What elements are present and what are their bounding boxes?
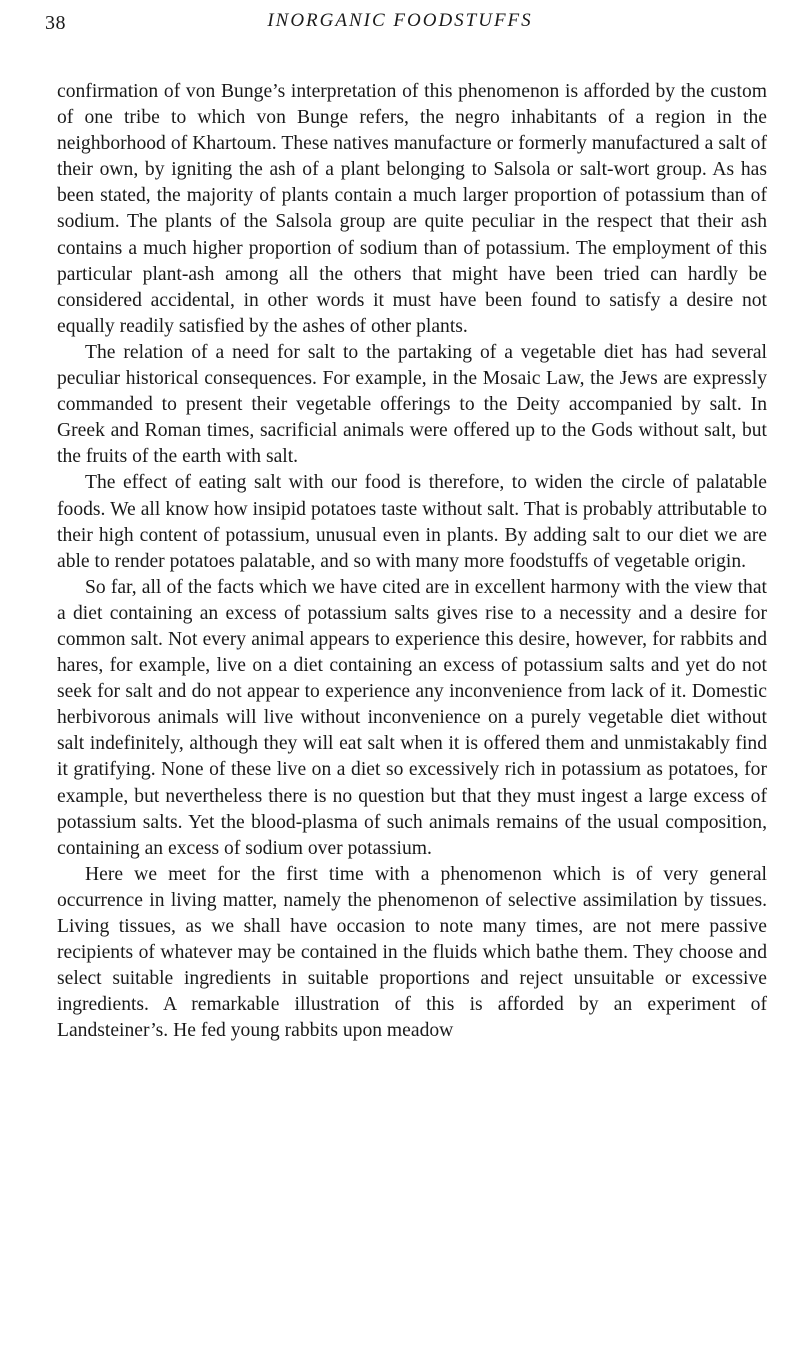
body-text [57,79,767,1044]
paragraph: confirmation of von Bunge’s interpretation of this phenomenon is afforded by the custom of one tribe to which von Bunge refers, the negro inhabitants of a region in the neighborhood of Khartoum. These natives manufacture or formerly manufactured a salt of their own, by igniting the ash of a plant belonging to Salsola or salt-wort group. As has been stated, the majority of plants contain a much larger proportion of potassium than of sodium. The plants of the Salsola group are quite peculiar in the respect that their ash contains a much higher proportion of sodium than of potassium. The employment of this particular plant-ash among all the others that might have been tried can hardly be considered accidental, in other words it must have been found to satisfy a desire not equally readily satisfied by the ashes of other plants. [57,81,767,337]
page-number: 38 [45,12,66,34]
paragraph: The relation of a need for salt to the partaking of a vegetable diet has had several peculiar historical consequences. For example, in the Mosaic Law, the Jews are expressly commanded to present their vegetable offerings to the Deity accompanied by salt. In Greek and Roman times, sacrificial animals were offered up to the Gods without salt, but the fruits of the earth with salt. [57,341,767,468]
paragraph: The effect of eating salt with our food is therefore, to widen the circle of palatable foods. We all know how insipid potatoes taste without salt. That is probably attributable to their high content of potassium, unusual even in plants. By adding salt to our diet we are able to render potatoes palatable, and so with many more foodstuffs of vegetable origin. [57,472,767,572]
paragraph: So far, all of the facts which we have cited are in excellent harmony with the view that a diet containing an excess of potassium salts gives rise to a necessity and a desire for common salt. Not every animal appears to experience this desire, however, for rabbits and hares, for example, live on a diet containing an excess of potassium salts and yet do not seek for salt and do not appear to experience any inconvenience from lack of it. Domestic herbivorous animals will live without inconvenience on a purely vegetable diet without salt indefinitely, although they will eat salt when it is offered them and unmistakably find it gratifying. None of these live on a diet so excessively rich in potassium as potatoes, for example, but nevertheless there is no question but that they must ingest a large excess of potassium salts. Yet the blood-plasma of such animals remains of the usual composition, containing an excess of sodium over potassium. [57,576,767,859]
running-head: INORGANIC FOODSTUFFS [267,10,533,31]
page-header [0,10,800,50]
paragraph: Here we meet for the first time with a phenomenon which is of very general occurrence in living matter, namely the phenomenon of selective assimilation by tissues. Living tissues, as we shall have occasion to note many times, are not mere passive recipients of whatever may be contained in the fluids which bathe them. They choose and select suitable ingredients in suitable proportions and reject unsuitable or excessive ingredients. A remarkable illustration of this is afforded by an experiment of Landsteiner’s. He fed young rabbits upon meadow [57,863,767,1042]
